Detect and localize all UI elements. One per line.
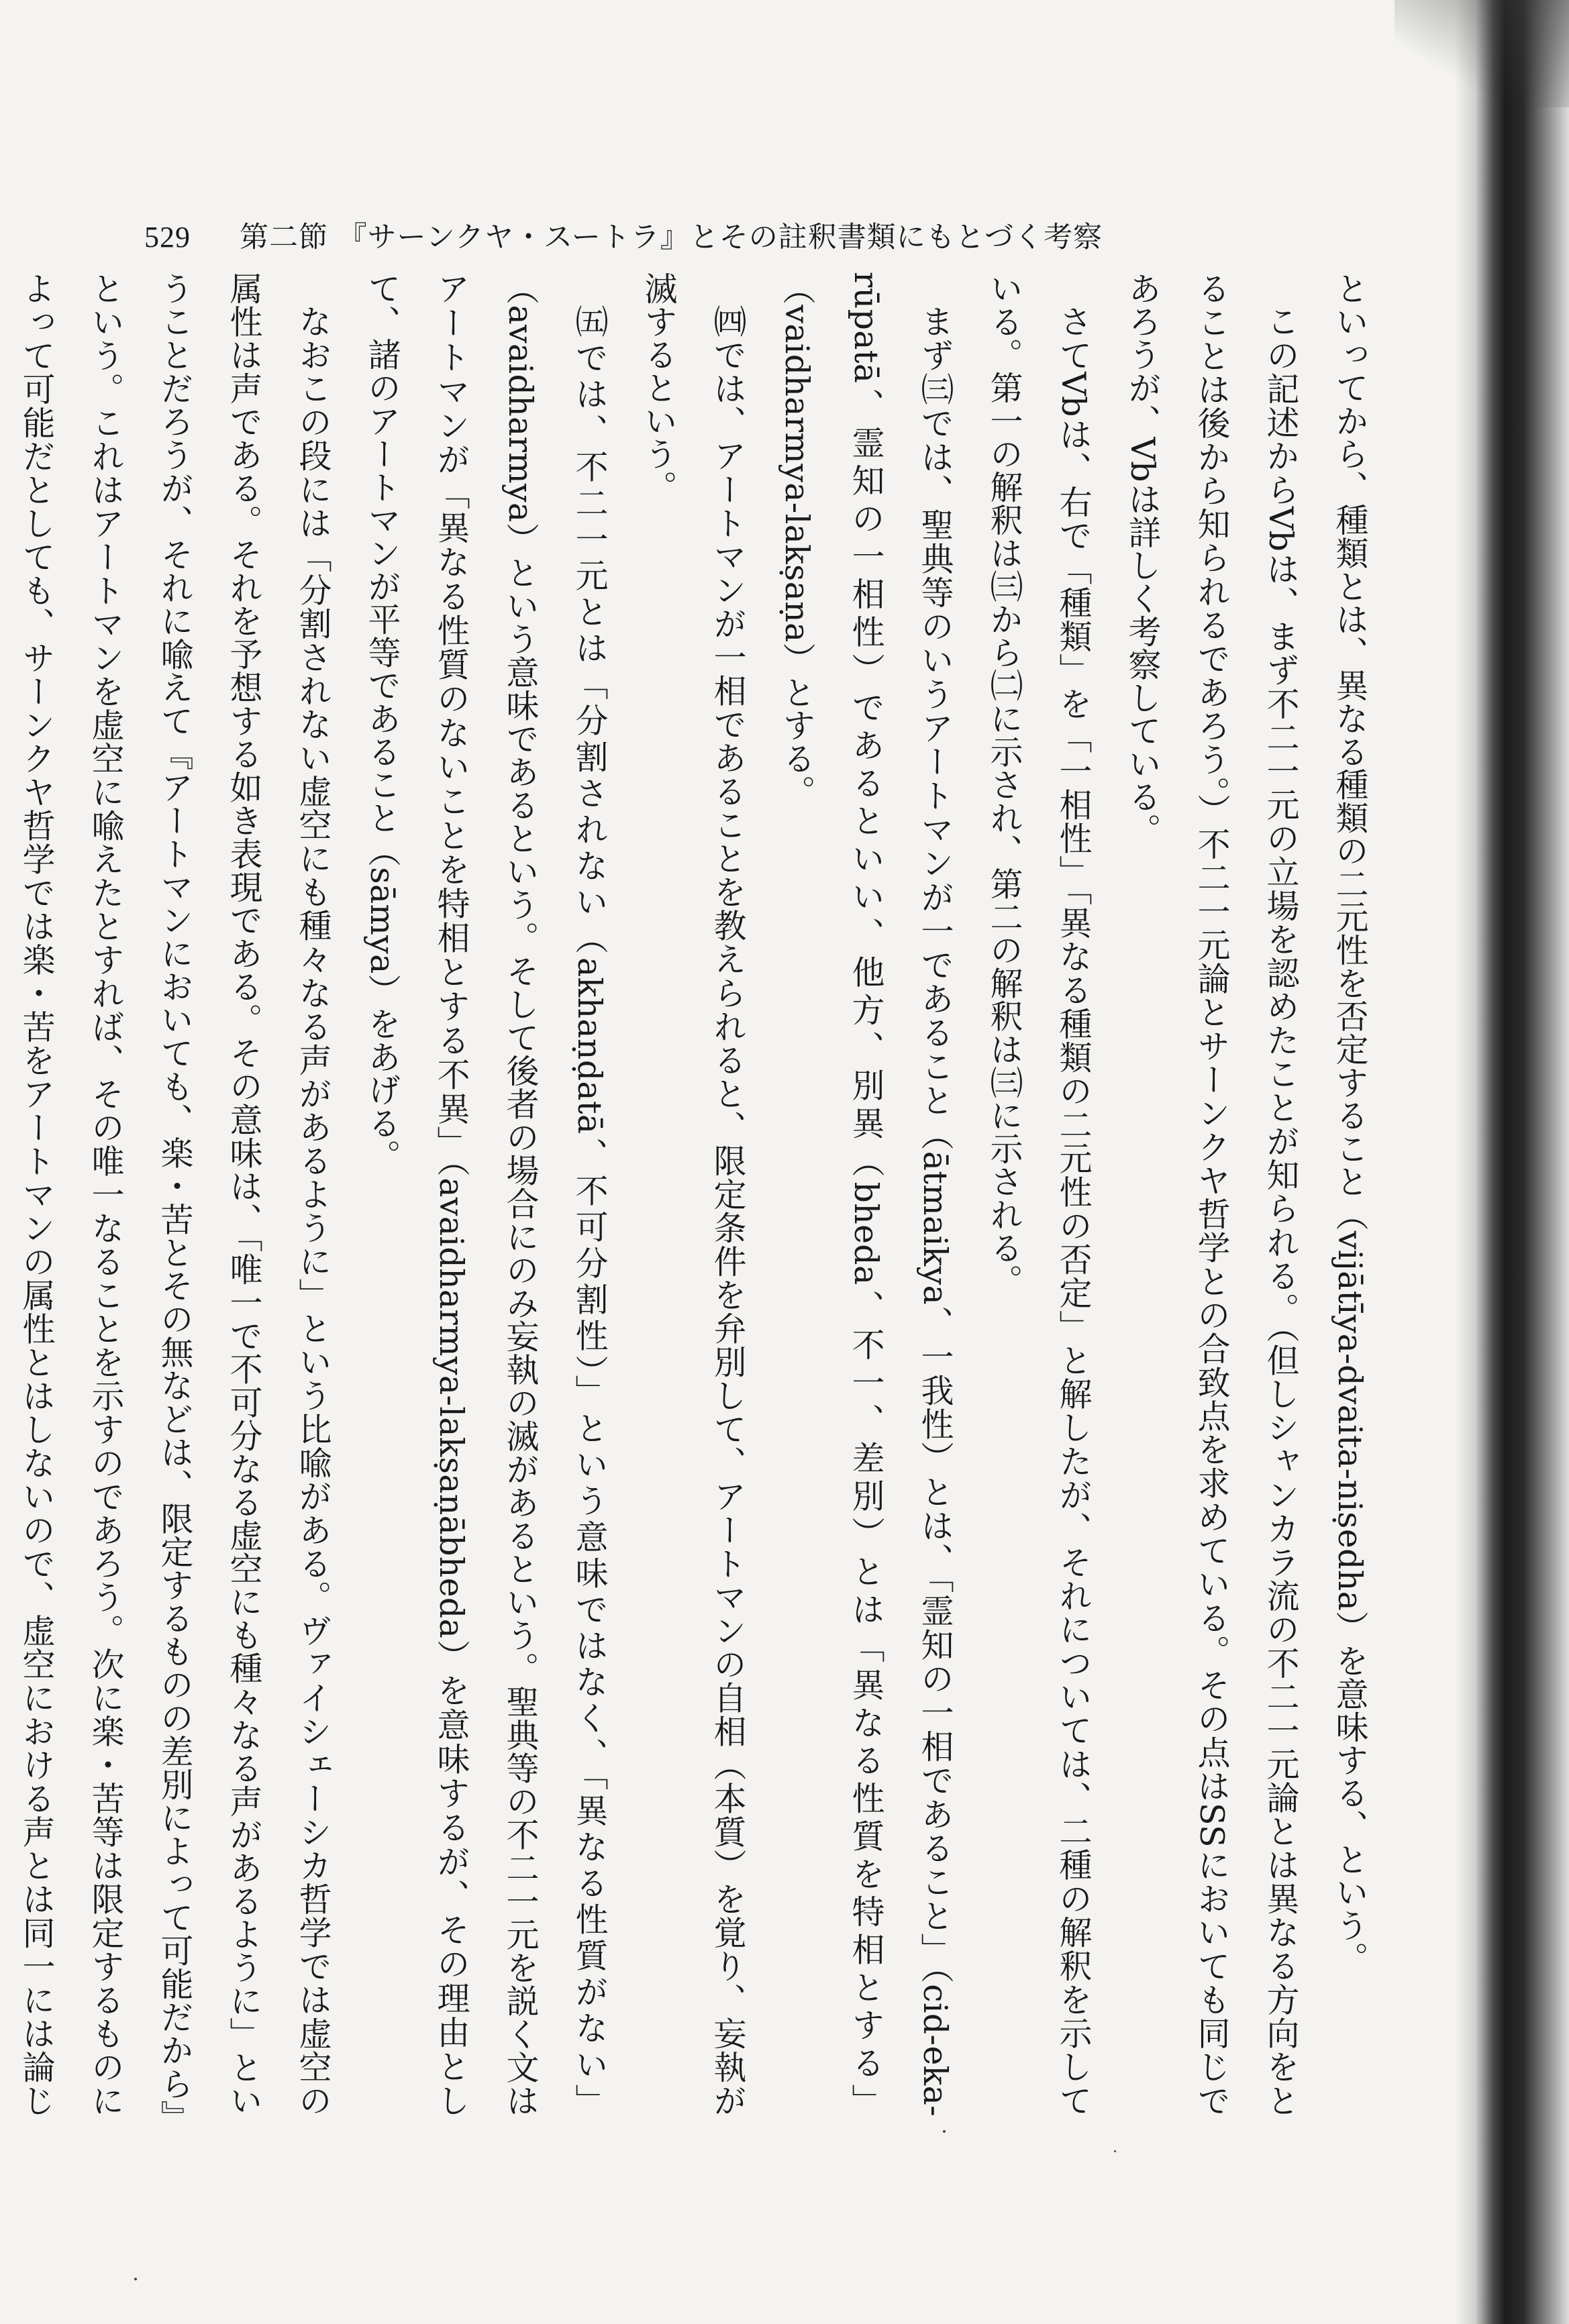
running-header	[144, 215, 1103, 256]
scan-speck	[1114, 2150, 1116, 2152]
paragraph-3: さてVbは、右で「種類」を「一相性」「異なる種類の二元性の否定」と解したが、それについては、二種の解釈を示している。第一の解釈は㈢から㈡に示され、第二の解釈は㈢に示される。	[985, 272, 1093, 2117]
section-title: 第二節 『サーンクヤ・スートラ』とその註釈書類にもとづく考察	[240, 221, 1103, 254]
page-number: 529	[144, 221, 191, 254]
scan-edge-shadow	[1455, 0, 1569, 2324]
vertical-body-text	[17, 272, 1384, 2117]
paragraph-7: なおこの段には「分割されない虚空にも種々なる声があるように」という比喩がある。ヴァイシェーシカ哲学では虚空の属性は声である。それを予想する如き表現である。その意味は、「唯一で不可分なる虚空にも種々なる声があるように」ということだろうが、それに喩えて『アートマンにおいても、楽・苦とその無などは、限定するものの差別によって可能だから』という。これはアートマンを虚空に喩えたとすれば、その唯一なることを示すのであろう。次に楽・苦等は限定するものによって可能だとしても、サーンクヤ哲学では楽・苦をアートマンの属性とはしないので、虚空における声とは同一には論じ	[17, 272, 332, 2117]
paragraph-6: ㈤では、不二一元とは「分割されない（akhaṇḍatā、不可分割性）」という意味ではなく、「異なる性質がない」（avaidharmya）という意味であるという。そして後者の場合にのみ妄執の滅があるという。聖典等の不二一元を説く文はアートマンが「異なる性質のないことを特相とする不異」（avaidharmya-lakṣaṇābheda）を意味するが、その理由として、諸のアートマンが平等であること（sāmya）をあげる。	[363, 272, 609, 2117]
scan-speck	[134, 2278, 137, 2280]
paragraph-5: ㈣では、アートマンが一相であることを教えられると、限定条件を弁別して、アートマンの自相（本質）を覚り、妄執が滅するという。	[640, 272, 747, 2117]
paragraph-4: まず㈢では、聖典等のいうアートマンが一であること（ātmaikya、一我性）とは、「霊知の一相であること」（cid-eka-rūpatā、霊知の一相性）であるといい、他方、別異（bheda、不一、差別）とは「異なる性質を特相とする」（vaidharmya-lakṣaṇa）とする。	[778, 272, 954, 2117]
scan-speck	[943, 2130, 946, 2133]
paragraph-2: この記述からVbは、まず不二一元の立場を認めたことが知られる。（但しシャンカラ流の不二一元論とは異なる方向をとることは後から知られるであろう。）不二一元論とサーンクヤ哲学との合致点を求めている。その点はSSにおいても同じであろうが、Vbは詳しく考察している。	[1123, 272, 1300, 2117]
scan-corner-shadow	[1395, 0, 1569, 107]
paragraph-1: といってから、種類とは、異なる種類の二元性を否定すること（vijātīya-dvaita-niṣedha）を意味する、という。	[1331, 272, 1369, 1975]
